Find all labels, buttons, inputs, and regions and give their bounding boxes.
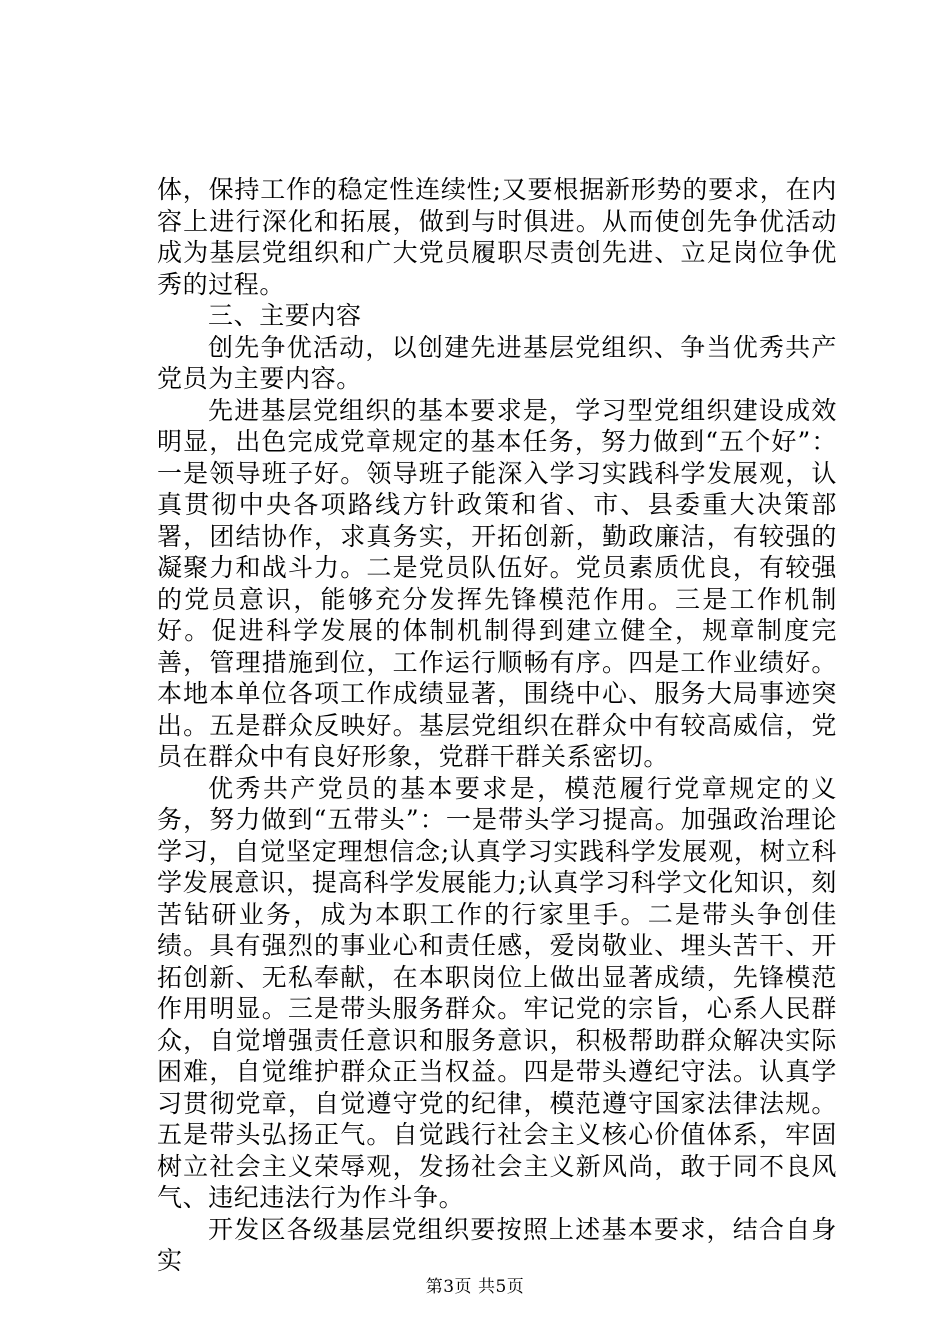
paragraph-advanced-organization: 先进基层党组织的基本要求是，学习型党组织建设成效明显，出色完成党章规定的基本任务，努力做到“五个好”：一是领导班子好。领导班子能深入学习实践科学发展观，认真贯彻中央各项路线方针政策和省、市、县委重大决策部署，团结协作，求真务实，开拓创新，勤政廉洁，有较强的凝聚力和战斗力。二是党员队伍好。党员素质优良，有较强的党员意识，能够充分发挥先锋模范作用。三是工作机制好。促进科学发展的体制机制得到建立健全，规章制度完善，管理措施到位，工作运行顺畅有序。四是工作业绩好。本地本单位各项工作成绩显著，围绕中心、服务大局事迹突出。五是群众反映好。基层党组织在群众中有较高威信，党员在群众中有良好形象，党群干群关系密切。 bbox=[157, 395, 837, 771]
paragraph-excellent-member: 优秀共产党员的基本要求是，模范履行党章规定的义务，努力做到“五带头”：一是带头学习提高。加强政治理论学习，自觉坚定理想信念;认真学习实践科学发展观，树立科学发展意识，提高科学发展能力;认真学习科学文化知识，刻苦钻研业务，成为本职工作的行家里手。二是带头争创佳绩。具有强烈的事业心和责任感，爱岗敬业、埋头苦干、开拓创新、无私奉献，在本职岗位上做出显著成绩，先锋模范作用明显。三是带头服务群众。牢记党的宗旨，心系人民群众，自觉增强责任意识和服务意识，积极帮助群众解决实际困难，自觉维护群众正当权益。四是带头遵纪守法。认真学习贯彻党章，自觉遵守党的纪律，模范遵守国家法律法规。五是带头弘扬正气。自觉践行社会主义核心价值体系，牢固树立社会主义荣辱观，发扬社会主义新风尚，敢于同不良风气、违纪违法行为作斗争。 bbox=[157, 773, 837, 1212]
document-body bbox=[157, 174, 837, 1277]
paragraph-development-zone: 开发区各级基层党组织要按照上述基本要求，结合自身实 bbox=[157, 1214, 837, 1275]
section-heading-main-content: 三、主要内容 bbox=[208, 301, 362, 330]
paragraph-activity-content: 创先争优活动，以创建先进基层党组织、争当优秀共产党员为主要内容。 bbox=[157, 332, 837, 393]
paragraph-continuation: 体，保持工作的稳定性连续性;又要根据新形势的要求，在内容上进行深化和拓展，做到与时俱进。从而使创先争优活动成为基层党组织和广大党员履职尽责创先进、立足岗位争优秀的过程。 bbox=[157, 175, 837, 299]
page-number-footer: 第3页 共5页 bbox=[425, 1277, 525, 1297]
